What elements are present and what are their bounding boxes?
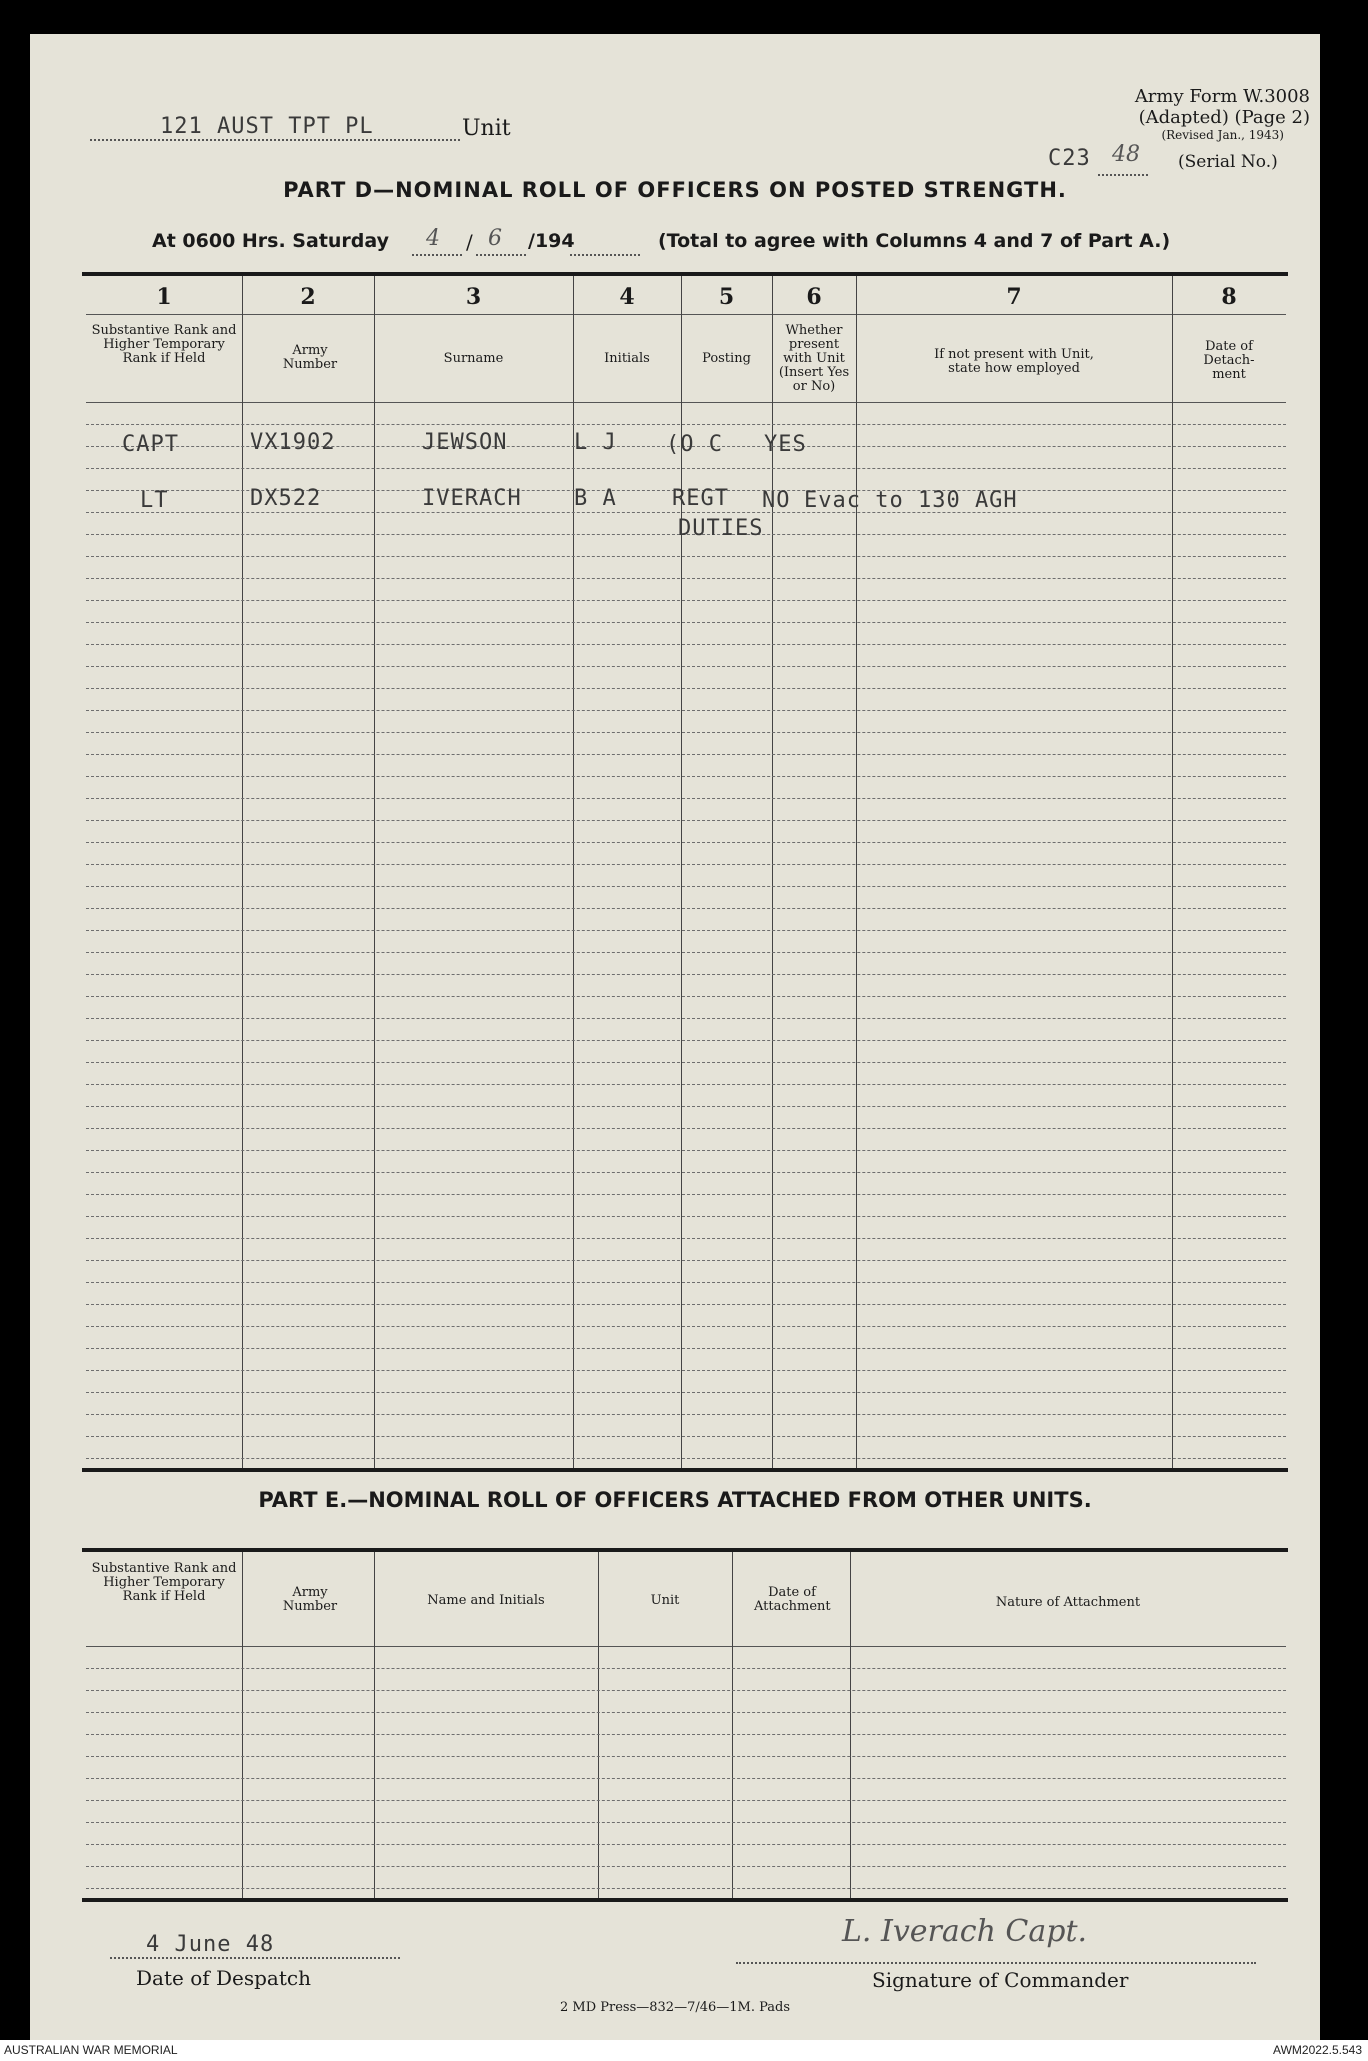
signature-label: Signature of Commander xyxy=(872,1968,1129,1992)
archive-left: AUSTRALIAN WAR MEMORIAL xyxy=(4,2043,178,2057)
unit-value: 121 AUST TPT PL xyxy=(90,114,460,141)
serial-label: (Serial No.) xyxy=(1178,152,1278,172)
col-number: 6 xyxy=(806,284,822,310)
form-line3: (Revised Jan., 1943) xyxy=(1161,128,1284,142)
serial-value-2: 48 xyxy=(1112,142,1140,167)
part-e-bottom-rule xyxy=(82,1898,1288,1902)
col-number: 4 xyxy=(619,284,635,310)
col-number: 3 xyxy=(465,284,482,310)
form-line1: Army Form W.3008 xyxy=(1134,86,1310,107)
row-employed: Evac to 130 AGH xyxy=(804,488,1018,513)
row-army-number: DX522 xyxy=(250,486,322,511)
row-rank: CAPT xyxy=(122,432,179,457)
part-d-header-rule xyxy=(86,402,1286,403)
part-d-title: PART D—NOMINAL ROLL OF OFFICERS ON POSTED STRENGTH. xyxy=(283,178,1067,202)
row-surname: IVERACH xyxy=(422,486,522,511)
date-slash: / xyxy=(466,230,473,254)
col-number: 8 xyxy=(1221,284,1237,310)
col-header-surname: Surname xyxy=(443,351,504,366)
archive-strip xyxy=(0,2040,1368,2061)
col-header-employed: If not present with Unit, state how employed xyxy=(934,347,1094,376)
part-e-col-divider xyxy=(242,1552,243,1898)
col-number: 5 xyxy=(718,284,735,310)
row-rank: LT xyxy=(140,488,169,513)
col-number: 1 xyxy=(156,284,172,310)
despatch-value: 4 June 48 xyxy=(110,1932,400,1959)
row-posting: (O C xyxy=(666,432,723,457)
row-surname: JEWSON xyxy=(422,430,508,455)
part-e-header-army-number: Army Number xyxy=(282,1585,338,1614)
part-d-top-rule xyxy=(82,272,1288,276)
at-label: At 0600 Hrs. Saturday xyxy=(152,230,390,252)
part-e-header-unit: Unit xyxy=(650,1593,680,1608)
unit-label: Unit xyxy=(462,116,511,141)
col-header-present: Whether present with Unit (Insert Yes or No) xyxy=(778,323,850,394)
part-d-bottom-rule xyxy=(82,1468,1288,1472)
col-header-army-number: Army Number xyxy=(282,343,338,372)
archive-right: AWM2022.5.543 xyxy=(1273,2043,1362,2057)
col-header-posting: Posting xyxy=(702,351,751,366)
row-posting: REGT xyxy=(672,486,729,511)
date-month: 6 xyxy=(488,226,502,251)
form-line2: (Adapted) (Page 2) xyxy=(1138,107,1310,128)
col-header-initials: Initials xyxy=(604,351,650,366)
col-header-rank: Substantive Rank and Higher Temporary Rank if Held xyxy=(91,323,237,366)
despatch-label: Date of Despatch xyxy=(136,1966,311,1990)
col-number: 2 xyxy=(300,284,316,310)
row-present: NO xyxy=(762,488,791,513)
form-page xyxy=(30,34,1320,2040)
serial-value: C23 xyxy=(1048,146,1091,171)
part-e-title: PART E.—NOMINAL ROLL OF OFFICERS ATTACHED FROM OTHER UNITS. xyxy=(258,1488,1092,1512)
part-e-header-attachment-date: Date of Attachment xyxy=(754,1585,831,1614)
part-d-col-divider xyxy=(374,276,375,1468)
form-id xyxy=(1070,86,1310,142)
part-e-col-divider xyxy=(732,1552,733,1898)
row-posting-2: DUTIES xyxy=(678,516,764,541)
part-e-header-rule xyxy=(86,1646,1286,1647)
row-initials: B A xyxy=(574,486,617,511)
signature-value: L. Iverach Capt. xyxy=(842,1914,1088,1949)
date-year-field xyxy=(570,234,640,256)
row-initials: L J xyxy=(574,430,617,455)
date-year: /194 xyxy=(528,230,575,252)
part-e-header-rank: Substantive Rank and Higher Temporary Rank if Held xyxy=(91,1561,237,1604)
press-note: 2 MD Press—832—7/46—1M. Pads xyxy=(560,2000,791,2015)
part-e-header-nature: Nature of Attachment xyxy=(995,1595,1141,1610)
part-d-col-divider xyxy=(242,276,243,1468)
total-note: (Total to agree with Columns 4 and 7 of Part A.) xyxy=(658,230,1171,252)
part-d-num-rule xyxy=(86,314,1286,315)
part-e-top-rule xyxy=(82,1548,1288,1552)
row-present: YES xyxy=(764,432,807,457)
col-number: 7 xyxy=(1006,284,1022,310)
col-header-detachment: Date of Detach- ment xyxy=(1203,339,1255,382)
part-d-col-divider xyxy=(856,276,857,1468)
part-e-header-name: Name and Initials xyxy=(427,1593,545,1608)
part-d-col-divider xyxy=(1172,276,1173,1468)
row-army-number: VX1902 xyxy=(250,430,336,455)
date-day: 4 xyxy=(426,226,440,251)
